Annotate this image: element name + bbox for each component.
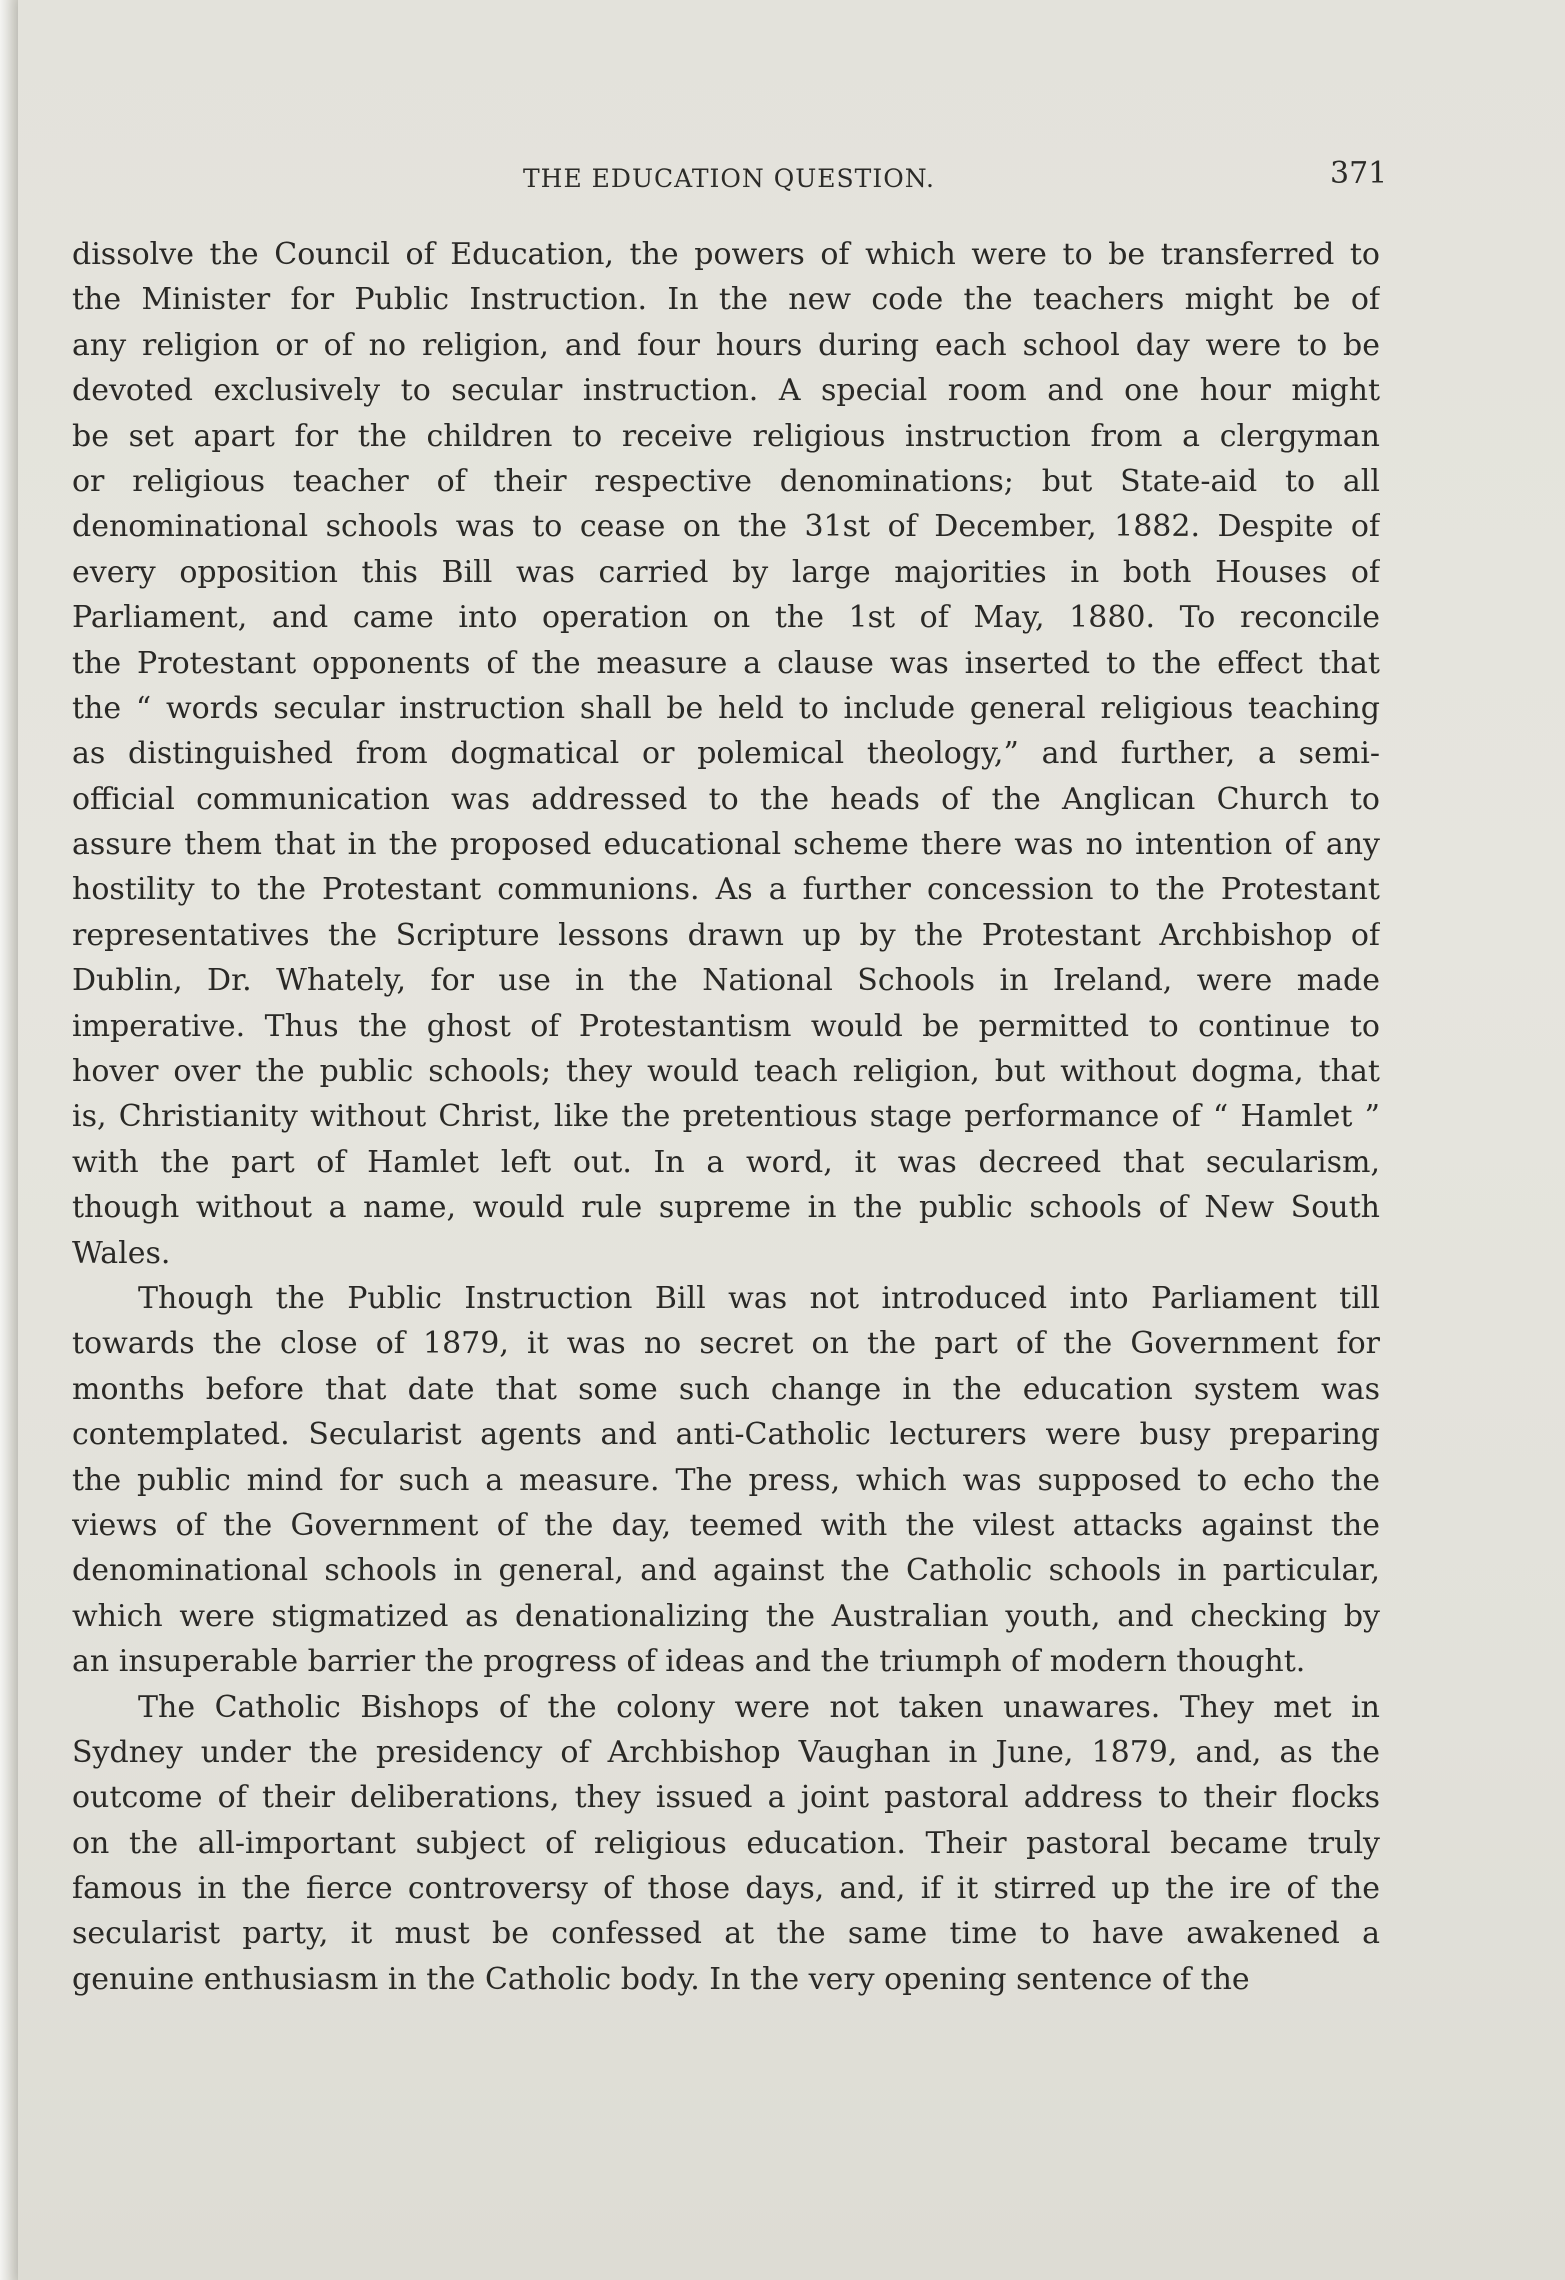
paragraph	[72, 1276, 1380, 1685]
text-line: hover over the public schools; they would teach religion, but without dogma, that	[72, 1054, 1380, 1090]
text-line: though without a name, would rule supreme in the public schools of New South	[72, 1190, 1380, 1226]
text-line: the Minister for Public Instruction. In the new code the teachers might be of	[72, 282, 1380, 318]
text-line: The Catholic Bishops of the colony were not taken unawares. They met in	[138, 1689, 1380, 1725]
text-line: the public mind for such a measure. The press, which was supposed to echo the	[72, 1462, 1380, 1498]
text-line: outcome of their deliberations, they issued a joint pastoral address to their flocks	[72, 1780, 1380, 1816]
text-line: Sydney under the presidency of Archbishop Vaughan in June, 1879, and, as the	[72, 1734, 1380, 1770]
text-line: any religion or of no religion, and four hours during each school day were to be	[72, 327, 1380, 363]
text-line: representatives the Scripture lessons drawn up by the Protestant Archbishop of	[72, 917, 1380, 953]
text-line: views of the Government of the day, teemed with the vilest attacks against the	[72, 1507, 1380, 1543]
page-number: 371	[1330, 156, 1388, 191]
text-line: Parliament, and came into operation on the 1st of May, 1880. To reconcile	[72, 600, 1380, 636]
text-line: which were stigmatized as denationalizing the Australian youth, and checking by	[72, 1598, 1380, 1634]
text-line: an insuperable barrier the progress of ideas and the triumph of modern thought.	[72, 1644, 1306, 1680]
text-line: secularist party, it must be confessed at the same time to have awakened a	[72, 1916, 1380, 1952]
text-line: denominational schools in general, and against the Catholic schools in particular,	[72, 1553, 1380, 1589]
text-line: dissolve the Council of Education, the powers of which were to be transferred to	[72, 237, 1380, 272]
page-left-edge	[0, 0, 18, 2280]
text-line: imperative. Thus the ghost of Protestantism would be permitted to continue to	[72, 1008, 1380, 1044]
text-line: towards the close of 1879, it was no secret on the part of the Government for	[72, 1326, 1380, 1362]
text-line: is, Christianity without Christ, like the pretentious stage performance of “ Hamlet ”	[72, 1099, 1380, 1135]
paragraph	[72, 1685, 1380, 2003]
text-line: genuine enthusiasm in the Catholic body. In the very opening sentence of the	[72, 1961, 1250, 1997]
text-line: months before that date that some such change in the education system was	[72, 1371, 1380, 1407]
text-line: as distinguished from dogmatical or polemical theology,” and further, a semi-	[72, 736, 1380, 772]
text-line: with the part of Hamlet left out. In a word, it was decreed that secularism,	[72, 1144, 1380, 1180]
text-line: Though the Public Instruction Bill was not introduced into Parliament till	[138, 1280, 1380, 1316]
book-page	[18, 0, 1565, 2280]
text-line: famous in the fierce controversy of those days, and, if it stirred up the ire of the	[72, 1871, 1380, 1907]
text-line: be set apart for the children to receive religious instruction from a clergyman	[72, 418, 1380, 454]
text-line: or religious teacher of their respective denominations; but State-aid to all	[72, 463, 1380, 499]
paragraph	[72, 232, 1380, 1276]
text-line: the Protestant opponents of the measure a clause was inserted to the effect that	[72, 645, 1380, 681]
text-line: Dublin, Dr. Whately, for use in the National Schools in Ireland, were made	[72, 963, 1380, 999]
text-line: assure them that in the proposed educational scheme there was no intention of any	[72, 827, 1380, 863]
text-line: hostility to the Protestant communions. As a further concession to the Protestant	[72, 872, 1380, 908]
body-text	[72, 232, 1380, 2002]
text-line: official communication was addressed to the heads of the Anglican Church to	[72, 781, 1380, 817]
text-line: denominational schools was to cease on the 31st of December, 1882. Despite of	[72, 509, 1380, 545]
text-line: the “ words secular instruction shall be held to include general religious teaching	[72, 690, 1380, 726]
running-head: THE EDUCATION QUESTION.	[523, 164, 935, 193]
text-line: every opposition this Bill was carried by large majorities in both Houses of	[72, 554, 1380, 590]
text-line: devoted exclusively to secular instruction. A special room and one hour might	[72, 373, 1380, 409]
text-line: Wales.	[72, 1235, 171, 1271]
text-line: on the all-important subject of religious education. Their pastoral became truly	[72, 1825, 1380, 1861]
text-line: contemplated. Secularist agents and anti-Catholic lecturers were busy preparing	[72, 1417, 1380, 1453]
